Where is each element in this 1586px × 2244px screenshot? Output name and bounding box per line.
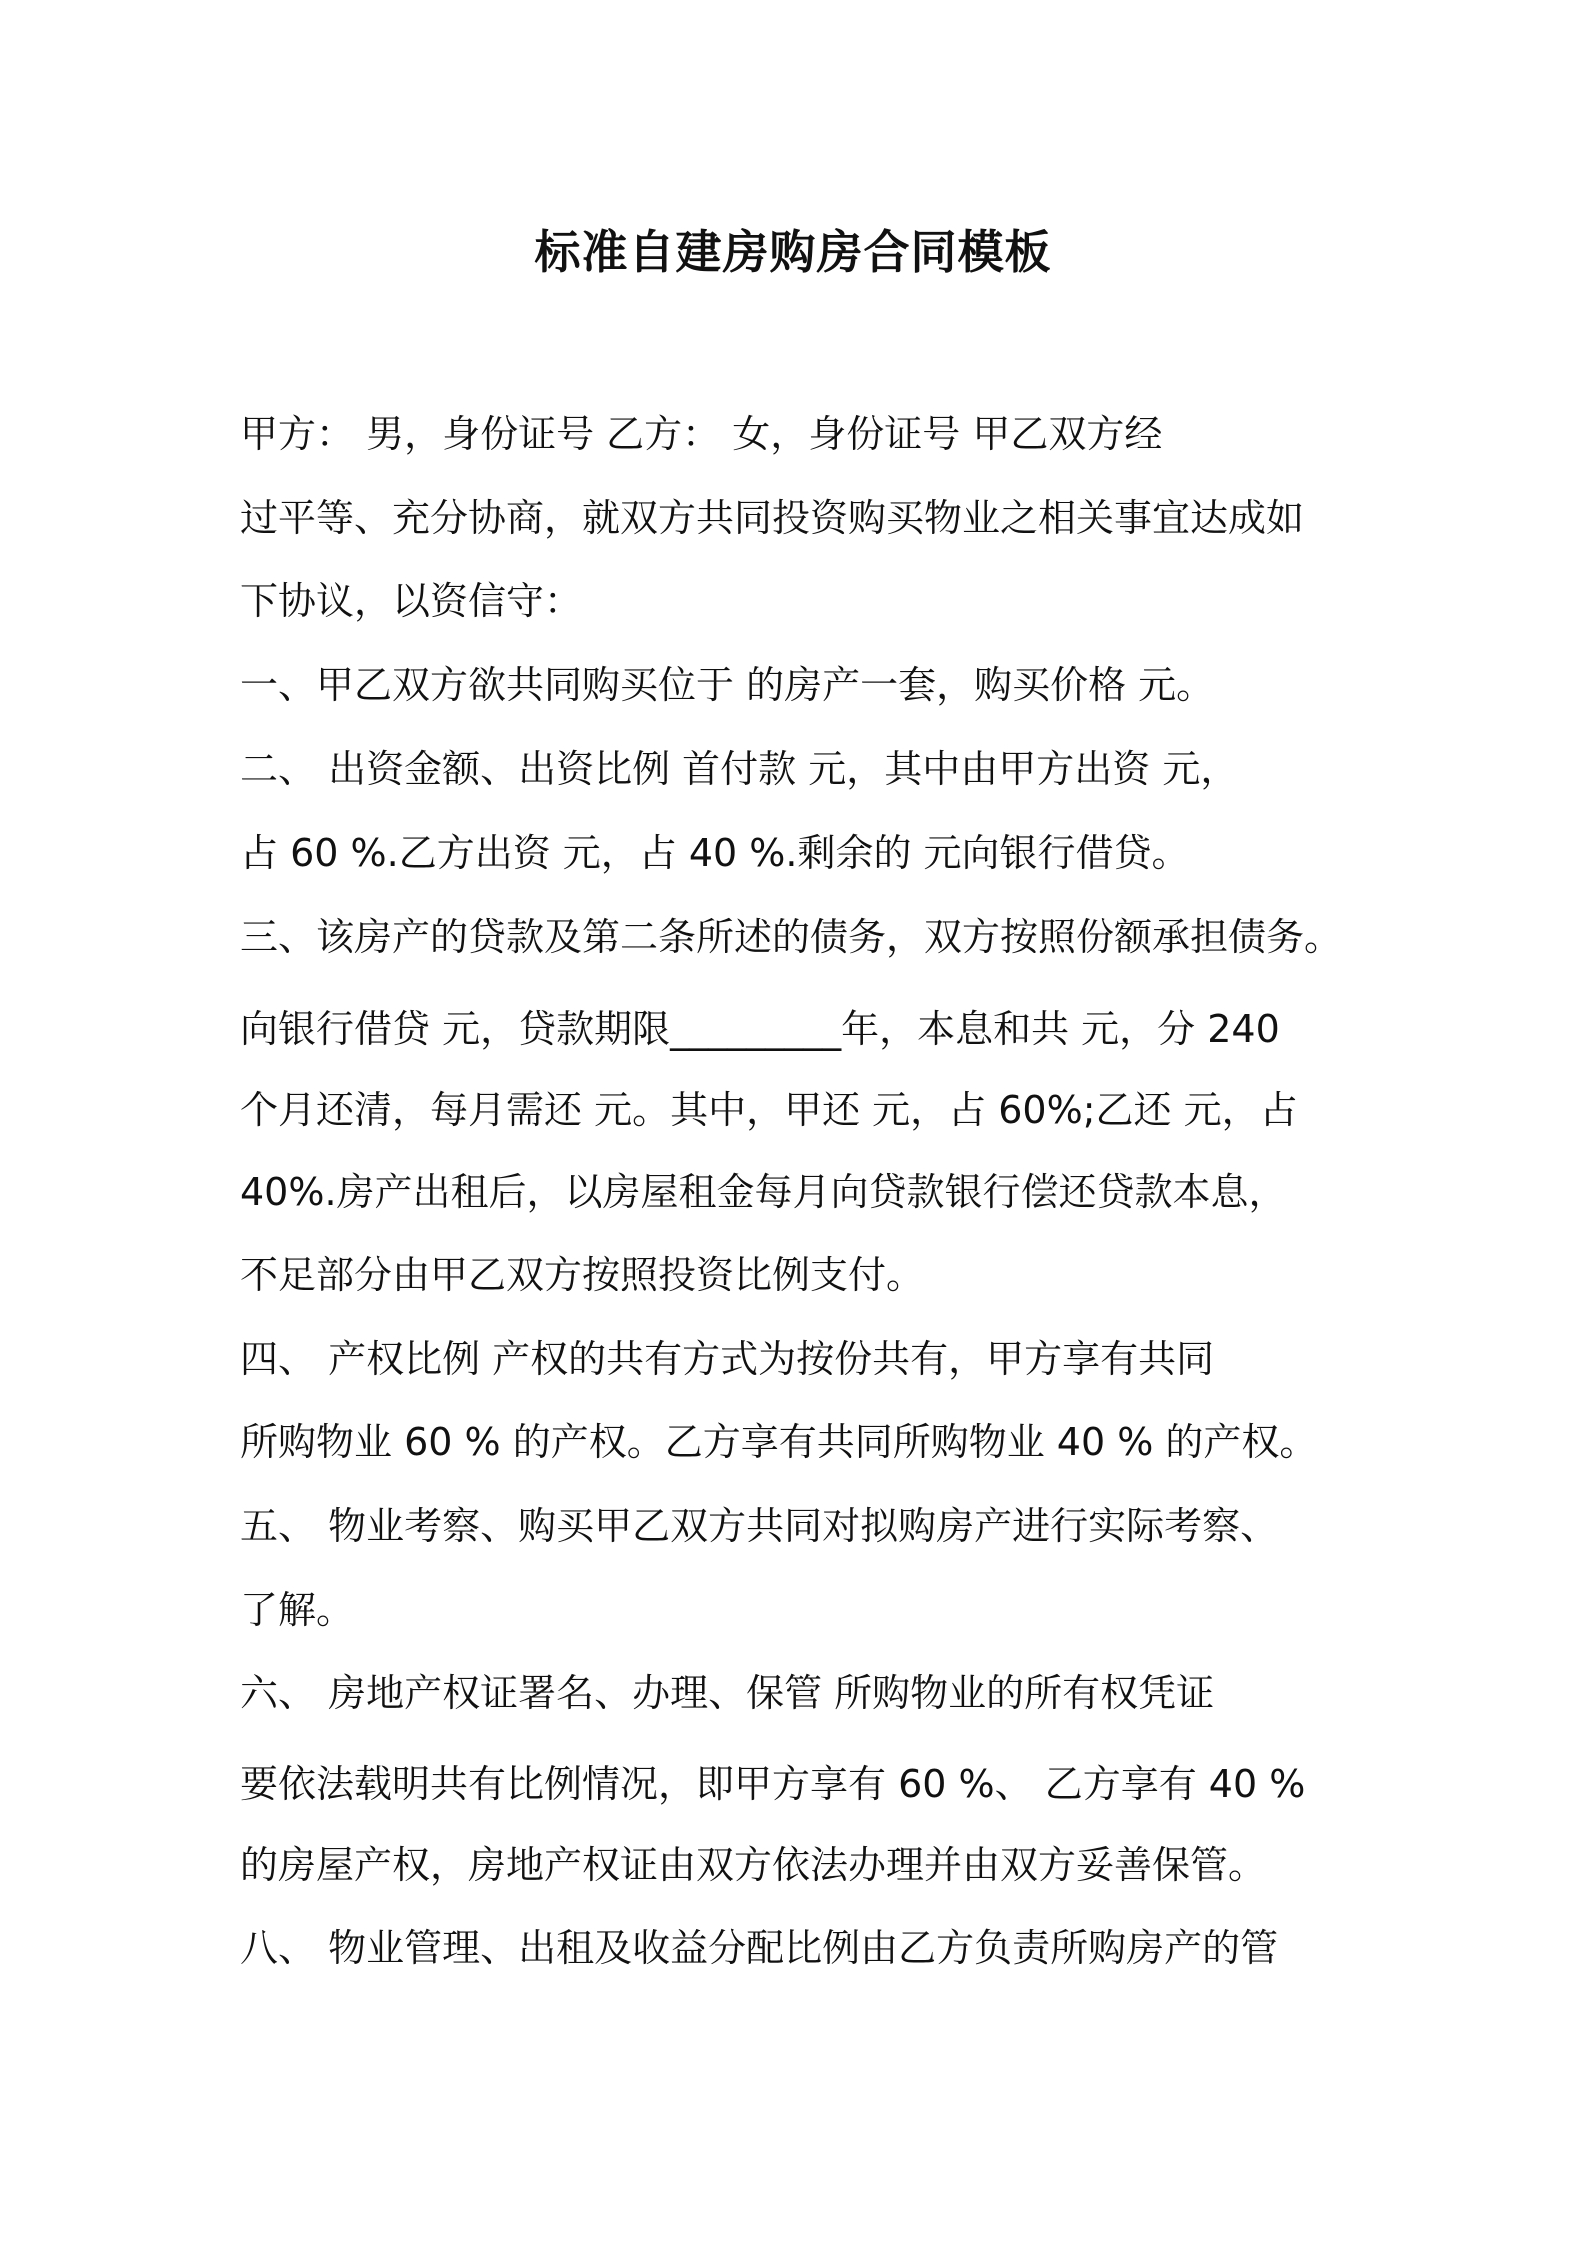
paragraph-line: 过平等、充分协商，就双方共同投资购买物业之相关事宜达成如 <box>240 496 1305 540</box>
paragraph-line: 一、甲乙双方欲共同购买位于 的房产一套，购买价格 元。 <box>240 663 1215 707</box>
paragraph-line: 占 60 %.乙方出资 元，占 40 %.剩余的 元向银行借贷。 <box>240 831 1190 875</box>
paragraph-line: 40%.房产出租后，以房屋租金每月向贷款银行偿还贷款本息， <box>240 1170 1287 1214</box>
paragraph-line: 下协议，以资信守： <box>240 579 583 623</box>
paragraph-line: 八、 物业管理、出租及收益分配比例由乙方负责所购房产的管 <box>240 1926 1279 1970</box>
paragraph-line: 的房屋产权，房地产权证由双方依法办理并由双方妥善保管。 <box>240 1843 1267 1887</box>
paragraph-line: 二、 出资金额、出资比例 首付款 元，其中由甲方出资 元， <box>240 747 1239 791</box>
paragraph-line: 所购物业 60 % 的产权。乙方享有共同所购物业 40 % 的产权。 <box>240 1420 1318 1464</box>
paragraph-line: 不足部分由甲乙双方按照投资比例支付。 <box>240 1253 925 1297</box>
paragraph-line: 五、 物业考察、购买甲乙双方共同对拟购房产进行实际考察、 <box>240 1504 1279 1548</box>
paragraph-line: 向银行借贷 元，贷款期限_________年，本息和共 元，分 240 <box>240 1007 1280 1051</box>
paragraph-line: 了解。 <box>240 1588 355 1632</box>
paragraph-line: 个月还清，每月需还 元。其中，甲还 元，占 60%;乙还 元，占 <box>240 1088 1298 1132</box>
paragraph-line: 要依法载明共有比例情况，即甲方享有 60 %、 乙方享有 40 % <box>240 1762 1306 1806</box>
document-title: 标准自建房购房合同模板 <box>534 225 1052 279</box>
paragraph-line: 四、 产权比例 产权的共有方式为按份共有，甲方享有共同 <box>240 1337 1215 1381</box>
paragraph-line: 六、 房地产权证署名、办理、保管 所购物业的所有权凭证 <box>240 1671 1215 1715</box>
paragraph-line: 三、该房产的贷款及第二条所述的债务，双方按照份额承担债务。 <box>240 915 1343 959</box>
paragraph-line: 甲方： 男，身份证号 乙方： 女，身份证号 甲乙双方经 <box>240 412 1163 456</box>
